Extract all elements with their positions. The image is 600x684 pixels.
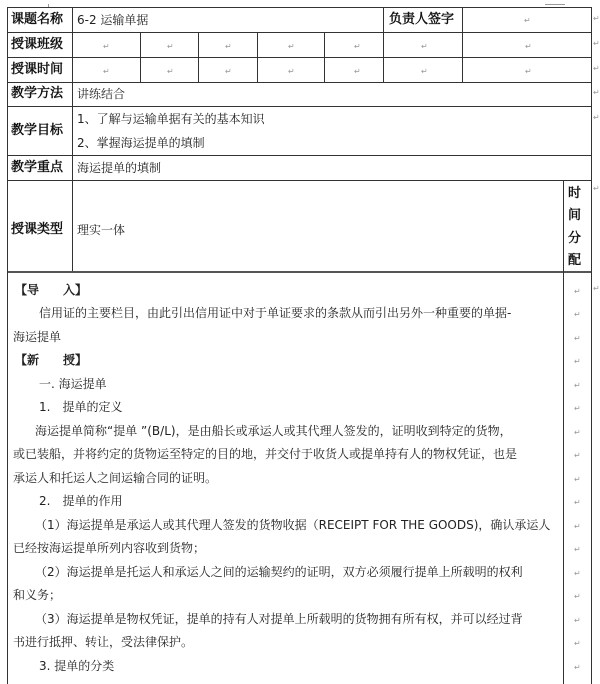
return-arrow-icon: ↵ xyxy=(574,639,581,648)
item-heading: 2. 提单的作用 xyxy=(39,494,123,508)
body-paragraph: （3）海运提单是物权凭证，提单的持有人对提单上所载明的货物拥有所有权，并可以经过背 xyxy=(35,612,523,626)
return-arrow-icon: ↵ xyxy=(574,663,581,672)
return-arrow-icon: ↵ xyxy=(593,88,600,97)
return-arrow-icon: ↵ xyxy=(574,475,581,484)
signer-value[interactable]: ↵ xyxy=(524,16,531,25)
topic-label: 课题名称 xyxy=(11,12,64,27)
return-arrow-icon: ↵ xyxy=(593,64,600,73)
class-label: 授课班级 xyxy=(11,37,64,52)
time-cell-2[interactable]: ↵ xyxy=(167,67,174,76)
signer-label: 负责人签字 xyxy=(389,12,455,27)
return-arrow-icon: ↵ xyxy=(574,428,581,437)
type-value[interactable]: 理实一体 xyxy=(77,223,126,237)
time-alloc-char: 时 xyxy=(568,186,582,201)
return-arrow-icon: ↵ xyxy=(574,404,581,413)
time-cell-3[interactable]: ↵ xyxy=(225,67,232,76)
class-cell-1[interactable]: ↵ xyxy=(103,42,110,51)
body-paragraph: 承运人和托运人之间运输合同的证明。 xyxy=(13,471,218,485)
section-heading: 一. 海运提单 xyxy=(39,377,107,391)
method-label: 教学方法 xyxy=(11,86,64,101)
class-cell-2[interactable]: ↵ xyxy=(167,42,174,51)
time-label: 授课时间 xyxy=(11,62,64,77)
return-arrow-icon: ↵ xyxy=(574,310,581,319)
return-arrow-icon: ↵ xyxy=(574,287,581,296)
body-paragraph: 海运提单 xyxy=(13,330,62,344)
return-arrow-icon: ↵ xyxy=(593,284,600,293)
time-alloc-char: 配 xyxy=(568,253,582,268)
goal-item[interactable]: 1、了解与运输单据有关的基本知识 xyxy=(77,112,265,126)
return-arrow-icon: ↵ xyxy=(574,616,581,625)
return-arrow-icon: ↵ xyxy=(593,14,600,23)
crop-mark-right xyxy=(545,4,565,5)
time-cell-5[interactable]: ↵ xyxy=(354,67,361,76)
return-arrow-icon: ↵ xyxy=(574,381,581,390)
time-cell-1[interactable]: ↵ xyxy=(103,67,110,76)
intro-heading: 【导 入】 xyxy=(15,283,88,297)
type-label: 授课类型 xyxy=(11,222,64,237)
body-paragraph: 信用证的主要栏目，由此引出信用证中对于单证要求的条款从而引出另外一种重要的单据- xyxy=(39,306,512,320)
return-arrow-icon: ↵ xyxy=(574,545,581,554)
return-arrow-icon: ↵ xyxy=(574,334,581,343)
body-paragraph: （1）海运提单是承运人或其代理人签发的货物收据（RECEIPT FOR THE GOODS)，确认承运人 xyxy=(35,518,551,532)
return-arrow-icon: ↵ xyxy=(574,498,581,507)
class-cell-7[interactable]: ↵ xyxy=(525,42,532,51)
class-cell-5[interactable]: ↵ xyxy=(354,42,361,51)
return-arrow-icon: ↵ xyxy=(574,569,581,578)
return-arrow-icon: ↵ xyxy=(574,592,581,601)
body-paragraph: 书进行抵押、转让，受法律保护。 xyxy=(13,635,194,649)
new-heading: 【新 授】 xyxy=(15,353,88,367)
goal-item[interactable]: 2、掌握海运提单的填制 xyxy=(77,136,205,150)
item-heading: 3. 提单的分类 xyxy=(39,659,115,673)
return-arrow-icon: ↵ xyxy=(593,39,600,48)
time-alloc-char: 分 xyxy=(568,231,582,246)
body-paragraph: （2）海运提单是托运人和承运人之间的运输契约的证明，双方必须履行提单上所载明的权利 xyxy=(35,565,523,579)
return-arrow-icon: ↵ xyxy=(593,184,600,193)
return-arrow-icon: ↵ xyxy=(574,522,581,531)
class-cell-6[interactable]: ↵ xyxy=(421,42,428,51)
topic-value[interactable]: 6-2 运输单据 xyxy=(77,13,149,27)
time-cell-6[interactable]: ↵ xyxy=(421,67,428,76)
return-arrow-icon: ↵ xyxy=(574,451,581,460)
time-alloc-char: 间 xyxy=(568,208,582,223)
return-arrow-icon: ↵ xyxy=(593,113,600,122)
method-value[interactable]: 讲练结合 xyxy=(77,87,126,101)
focus-label: 教学重点 xyxy=(11,160,64,175)
item-heading: 1. 提单的定义 xyxy=(39,400,123,414)
return-arrow-icon: ↵ xyxy=(574,357,581,366)
focus-value[interactable]: 海运提单的填制 xyxy=(77,161,162,175)
body-paragraph: 和义务； xyxy=(13,588,62,602)
class-cell-4[interactable]: ↵ xyxy=(288,42,295,51)
goal-label: 教学目标 xyxy=(11,123,64,138)
body-paragraph: 已经按海运提单所列内容收到货物； xyxy=(13,541,206,555)
time-cell-7[interactable]: ↵ xyxy=(525,67,532,76)
body-paragraph: 或已装船，并将约定的货物运至特定的目的地，并交付于收货人或提单持有人的物权凭证，也是 xyxy=(13,447,518,461)
body-paragraph: 海运提单简称“提单 ”(B/L)，是由船长或承运人或其代理人签发的，证明收到特定的货物， xyxy=(35,424,512,438)
time-cell-4[interactable]: ↵ xyxy=(288,67,295,76)
class-cell-3[interactable]: ↵ xyxy=(225,42,232,51)
